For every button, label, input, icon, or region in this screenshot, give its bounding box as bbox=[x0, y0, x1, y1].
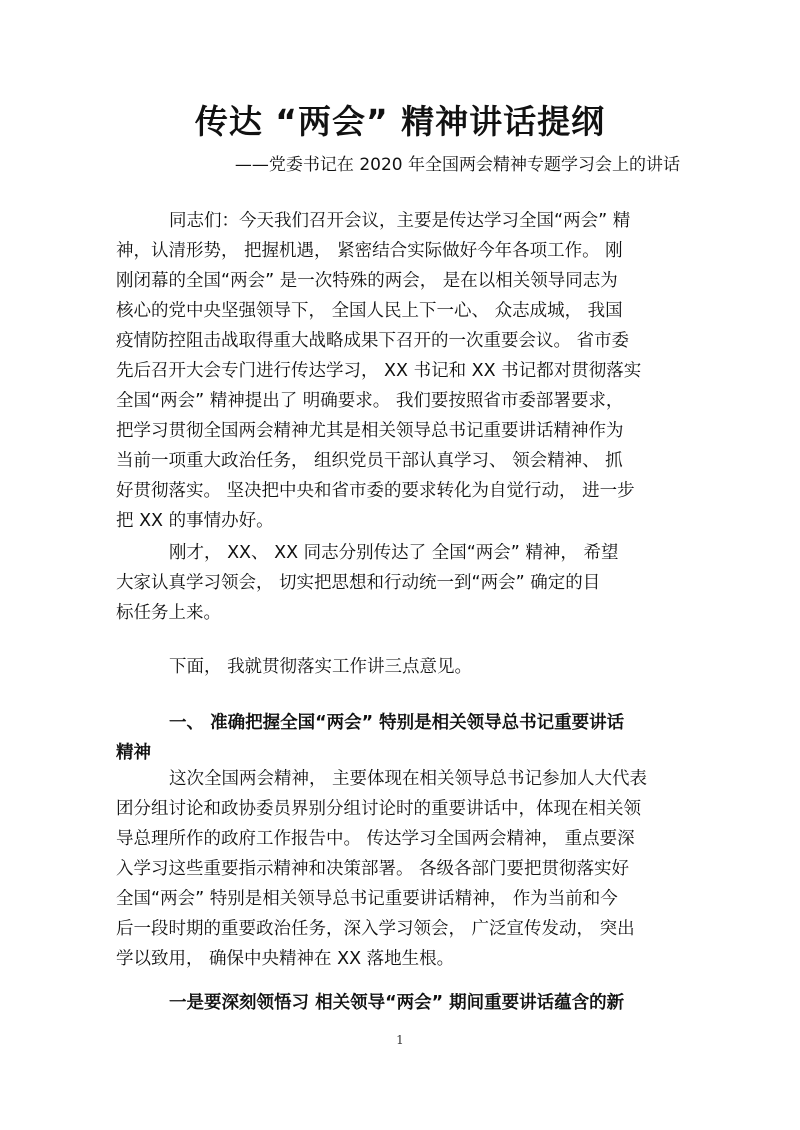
document-title: 传达 “两会” 精神讲话提纲 bbox=[194, 102, 606, 141]
paragraph-opening: 同志们：今天我们召开会议，主要是传达学习全国“两会” 精 神，认清形势， 把握机遇， 紧密结合实际做好今年各项工作。 刚 刚闭幕的全国“两会” 是一次特殊的两会， 是在以相关领导同志为 核心的党中央坚强领导下， 全国人民上下一心、 众志成城， 我国 疫情防控阻击战取得重大战略成果下召开的一次重要会议。 省市委 先后召开大会专门进行传达学习， XX 书记和 XX 书记都对贯彻落实 全国“两会” 精神提出了 明确要求。 我们要按照省市委部署要求， 把学习贯彻全国两会精神尤其是相关领导总书记重要讲话精神作为 当前一项重大政治任务， 组织党员干部认真学习、 领会精神、 抓 好贯彻落实。 坚决把中央和省市委的要求转化为自觉行动， 进一步 把 XX 的事情办好。 bbox=[116, 211, 642, 531]
paragraph-section-1-body: 这次全国两会精神， 主要体现在相关领导总书记参加人大代表 团分组讨论和政协委员界别分组讨论时的重要讲话中，体现在相关领 导总理所作的政府工作报告中。 传达学习全国两会精神， 重点要深 入学习这些重要指示精神和决策部署。 各级各部门要把贯彻落实好 全国“两会” 特别是相关领导总书记重要讲话精神， 作为当前和今 后一段时期的重要政治任务，深入学习领会， 广泛宣传发动， 突出 学以致用， 确保中央精神在 XX 落地生根。 bbox=[116, 769, 648, 969]
paragraph-three-points: 下面， 我就贯彻落实工作讲三点意见。 bbox=[169, 657, 473, 677]
page-number: 1 bbox=[396, 1033, 404, 1047]
paragraph-transmission: 刚才， XX、 XX 同志分别传达了 全国“两会” 精神， 希望 大家认真学习领会， 切实把思想和行动统一到“两会” 确定的目 标任务上来。 bbox=[116, 543, 619, 623]
document-subtitle: ——党委书记在 2020 年全国两会精神专题学习会上的讲话 bbox=[234, 155, 680, 175]
subsection-heading-1: 一是要深刻领悟习 相关领导“两会” 期间重要讲话蕴含的新 bbox=[169, 993, 625, 1013]
section-heading-1: 一、 准确把握全国“两会” 特别是相关领导总书记重要讲话 精神 bbox=[116, 713, 625, 763]
